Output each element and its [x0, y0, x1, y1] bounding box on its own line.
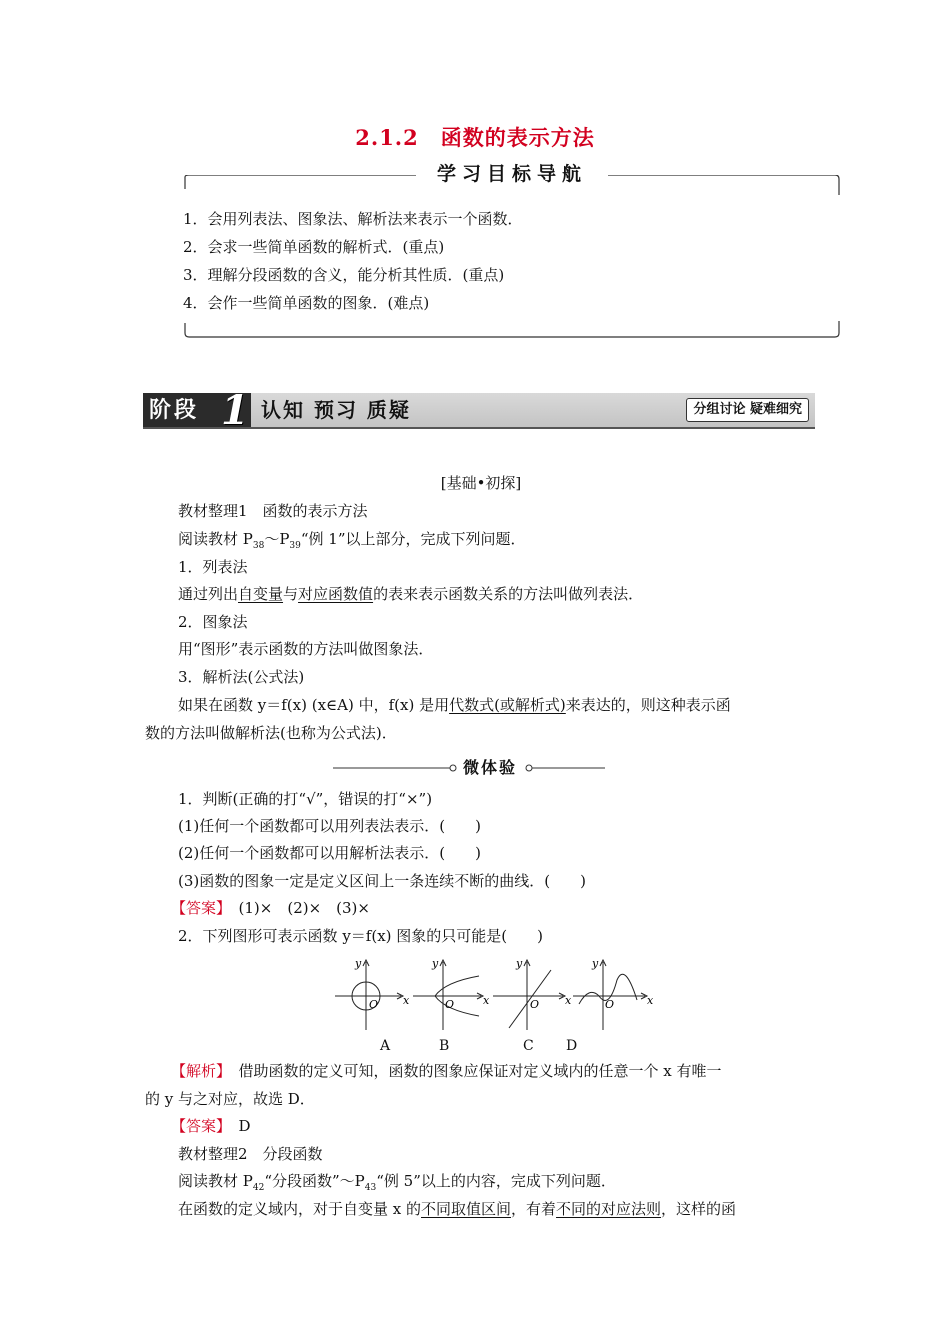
svg-text:x: x	[403, 994, 410, 1007]
svg-text:O: O	[445, 998, 455, 1011]
page-title	[0, 122, 950, 152]
stage-tag: 分组讨论 疑难细究	[686, 398, 809, 422]
answer-tag: 【答案】	[171, 1117, 224, 1135]
stage-banner	[143, 387, 815, 434]
objectives-box	[183, 163, 841, 335]
material2-heading: 教材整理2 分段函数	[178, 1145, 323, 1163]
section-number: 2.1.2	[355, 125, 419, 150]
svg-text:O: O	[530, 998, 540, 1011]
stage-label: 阶段	[143, 393, 251, 427]
analysis-cont: 的 y 与之对应，故选 D．	[145, 1090, 315, 1108]
item-list-method: 1．列表法	[178, 558, 248, 576]
answer-1: 【答案】 (1)× (2)× (3)×	[171, 899, 370, 917]
question-1a: (1)任何一个函数都可以用列表法表示．( )	[178, 817, 481, 835]
question-1c: (3)函数的图象一定是定义区间上一条连续不断的曲线．( )	[178, 872, 586, 890]
svg-text:y: y	[432, 957, 439, 970]
svg-text:x: x	[483, 994, 490, 1007]
micro-divider	[145, 755, 817, 781]
graph-a	[335, 957, 410, 1030]
svg-text:y: y	[355, 957, 362, 970]
label-b: B	[439, 1038, 450, 1054]
graph-b	[413, 957, 490, 1030]
item-list-text: 通过列出自变量与对应函数值的表来表示函数关系的方法叫做列表法．	[178, 585, 644, 603]
material2-read: 阅读教材 $P_{42}“$分段函数$”\sim P_{43}“$例 5”以上的内容，完成下列问题．	[178, 1172, 616, 1193]
svg-text:y: y	[516, 957, 523, 970]
analysis: 【解析】 借助函数的定义可知，函数的图象应保证对定义域内的任意一个 x 有唯一	[171, 1062, 722, 1080]
question-1b: (2)任何一个函数都可以用解析法表示．( )	[178, 844, 481, 862]
material1-read: 阅读教材 $P_{38}\sim P_{39}“$例 1”以上部分，完成下列问题．	[178, 530, 526, 551]
item-graph-method: 2．图象法	[178, 613, 248, 631]
item-analytic-text-cont: 数的方法叫做解析法(也称为公式法)．	[145, 724, 397, 742]
stage-title: 认知 预习 质疑	[261, 398, 411, 422]
svg-text:x: x	[565, 994, 572, 1007]
objective-item: 2．会求一些简单函数的解析式．(重点)	[183, 238, 445, 256]
micro-label: 微体验	[463, 758, 518, 777]
label-c: C	[523, 1038, 534, 1054]
svg-text:O: O	[605, 998, 615, 1011]
item-graph-text: 用“图形”表示函数的方法叫做图象法．	[178, 640, 434, 658]
svg-text:O: O	[369, 998, 379, 1011]
stage-number: 1	[221, 387, 249, 434]
answer-2: 【答案】 D	[171, 1117, 251, 1135]
question-1: 1．判断(正确的打“√”，错误的打“×”)	[178, 790, 433, 808]
objective-item: 3．理解分段函数的含义，能分析其性质．(重点)	[183, 266, 505, 284]
item-analytic-method: 3．解析法(公式法)	[178, 668, 305, 686]
objective-item: 1．会用列表法、图象法、解析法来表示一个函数．	[183, 210, 523, 228]
objective-item: 4．会作一些简单函数的图象．(难点)	[183, 294, 430, 312]
label-a: A	[380, 1038, 391, 1054]
label-d: D	[566, 1038, 578, 1054]
objectives-heading: 学习目标导航	[416, 161, 608, 187]
objectives-list	[183, 205, 823, 317]
answer-tag: 【答案】	[171, 899, 224, 917]
question-2: 2．下列图形可表示函数 y＝f(x) 图象的只可能是( )	[178, 927, 543, 945]
material2-text: 在函数的定义域内，对于自变量 x 的不同取值区间，有着不同的对应法则，这样的函	[178, 1200, 737, 1218]
svg-text:y: y	[592, 957, 599, 970]
section-title: 函数的表示方法	[440, 125, 595, 150]
graph-c	[493, 957, 572, 1030]
analysis-tag: 【解析】	[171, 1062, 224, 1080]
svg-text:x: x	[647, 994, 654, 1007]
graph-d	[573, 957, 654, 1030]
function-graphs-figure	[333, 956, 663, 1036]
material1-heading: 教材整理1 函数的表示方法	[178, 502, 368, 520]
section-tag: [基础•初探]	[440, 474, 522, 492]
item-analytic-text: 如果在函数 y＝f(x) (x∈A) 中，f(x) 是用代数式(或解析式)来表达的，则这种表示函	[178, 696, 731, 714]
